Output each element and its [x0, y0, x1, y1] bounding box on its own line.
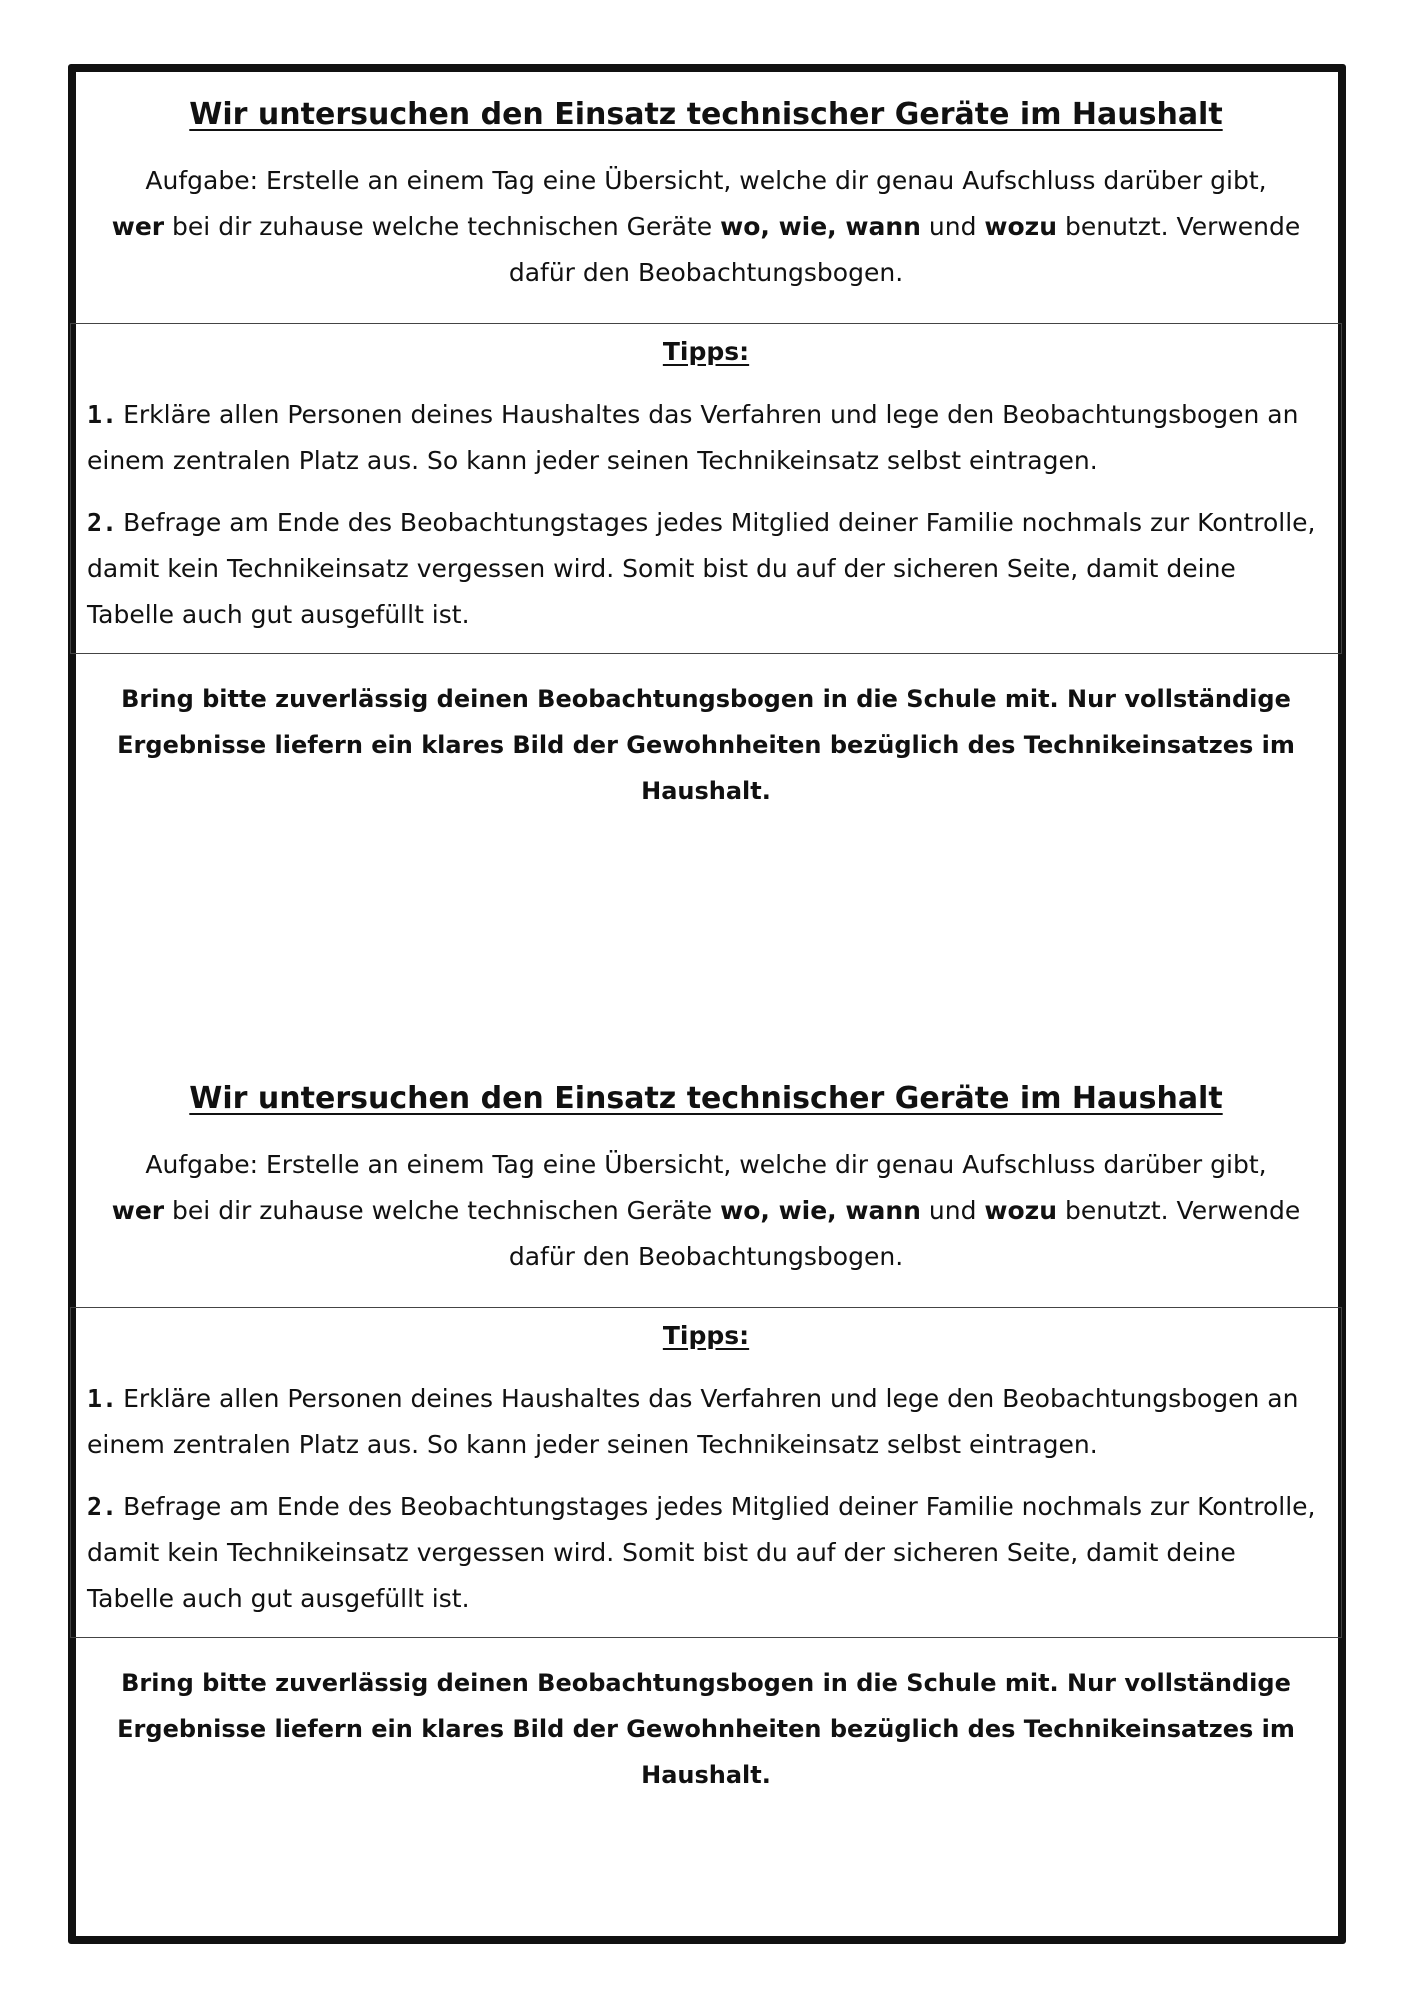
task-text-part: und [920, 1196, 985, 1225]
worksheet-title: Wir untersuchen den Einsatz technischer Geräte im Haushalt [189, 97, 1223, 132]
tip-number: 2. [87, 1492, 118, 1521]
task-text-part: bei dir zuhause welche technischen Geräte [164, 212, 721, 241]
task-text-part: bei dir zuhause welche technischen Geräte [164, 1196, 721, 1225]
tip-number: 2. [87, 508, 118, 537]
tips-heading: Tipps: [662, 337, 750, 366]
task-keyword-wozu: wozu [984, 212, 1058, 241]
task-keyword-wer: wer [111, 212, 165, 241]
worksheet-title: Wir untersuchen den Einsatz technischer Geräte im Haushalt [189, 1081, 1223, 1116]
tips-heading: Tipps: [662, 1321, 750, 1350]
task-text-part: benutzt. Verwende dafür den Beobachtungsbogen. [508, 1196, 1301, 1271]
tips-box [70, 1308, 1342, 1638]
note-box [70, 1638, 1342, 1798]
task-text-part: Aufgabe: Erstelle an einem Tag eine Übersicht, welche dir genau Aufschluss darüber gibt, [145, 166, 1267, 195]
reminder-note: Bring bitte zuverlässig deinen Beobachtungsbogen in die Schule mit. Nur vollständige Ergebnisse liefern ein klares Bild der Gewohnheiten bezüglich des Technikeinsatzes im Haushalt. [117, 685, 1295, 805]
task-keyword-wozu: wozu [984, 1196, 1058, 1225]
tip-text: Erkläre allen Personen deines Haushaltes das Verfahren und lege den Beobachtungsbogen an einem zentralen Platz aus. So kann jeder seinen Technikeinsatz selbst eintragen. [87, 400, 1299, 475]
task-description [100, 158, 1312, 296]
task-box [70, 84, 1342, 324]
tip-text: Erkläre allen Personen deines Haushaltes das Verfahren und lege den Beobachtungsbogen an einem zentralen Platz aus. So kann jeder seinen Technikeinsatz selbst eintragen. [87, 1384, 1299, 1459]
tip-item [87, 500, 1325, 638]
task-description [100, 1142, 1312, 1280]
reminder-note: Bring bitte zuverlässig deinen Beobachtungsbogen in die Schule mit. Nur vollständige Ergebnisse liefern ein klares Bild der Gewohnheiten bezüglich des Technikeinsatzes im Haushalt. [117, 1669, 1295, 1789]
tip-number: 1. [87, 400, 118, 429]
task-keyword-wer: wer [111, 1196, 165, 1225]
tip-text: Befrage am Ende des Beobachtungstages jedes Mitglied deiner Familie nochmals zur Kontrolle, damit kein Technikeinsatz vergessen wird. Somit bist du auf der sicheren Seite, damit deine Tabelle auch gut ausgefüllt ist. [87, 508, 1316, 629]
tip-number: 1. [87, 1384, 118, 1413]
note-box [70, 654, 1342, 814]
tips-box [70, 324, 1342, 654]
tip-text: Befrage am Ende des Beobachtungstages jedes Mitglied deiner Familie nochmals zur Kontrolle, damit kein Technikeinsatz vergessen wird. Somit bist du auf der sicheren Seite, damit deine Tabelle auch gut ausgefüllt ist. [87, 1492, 1316, 1613]
tip-item [87, 1484, 1325, 1622]
worksheet-1 [70, 84, 1342, 814]
tip-item [87, 392, 1325, 484]
worksheet-2 [70, 1068, 1342, 1798]
task-keyword-wo-wie-wann: wo, wie, wann [720, 212, 921, 241]
task-box [70, 1068, 1342, 1308]
tip-item [87, 1376, 1325, 1468]
task-text-part: Aufgabe: Erstelle an einem Tag eine Übersicht, welche dir genau Aufschluss darüber gibt, [145, 1150, 1267, 1179]
task-text-part: und [920, 212, 985, 241]
task-keyword-wo-wie-wann: wo, wie, wann [720, 1196, 921, 1225]
task-text-part: benutzt. Verwende dafür den Beobachtungsbogen. [508, 212, 1301, 287]
